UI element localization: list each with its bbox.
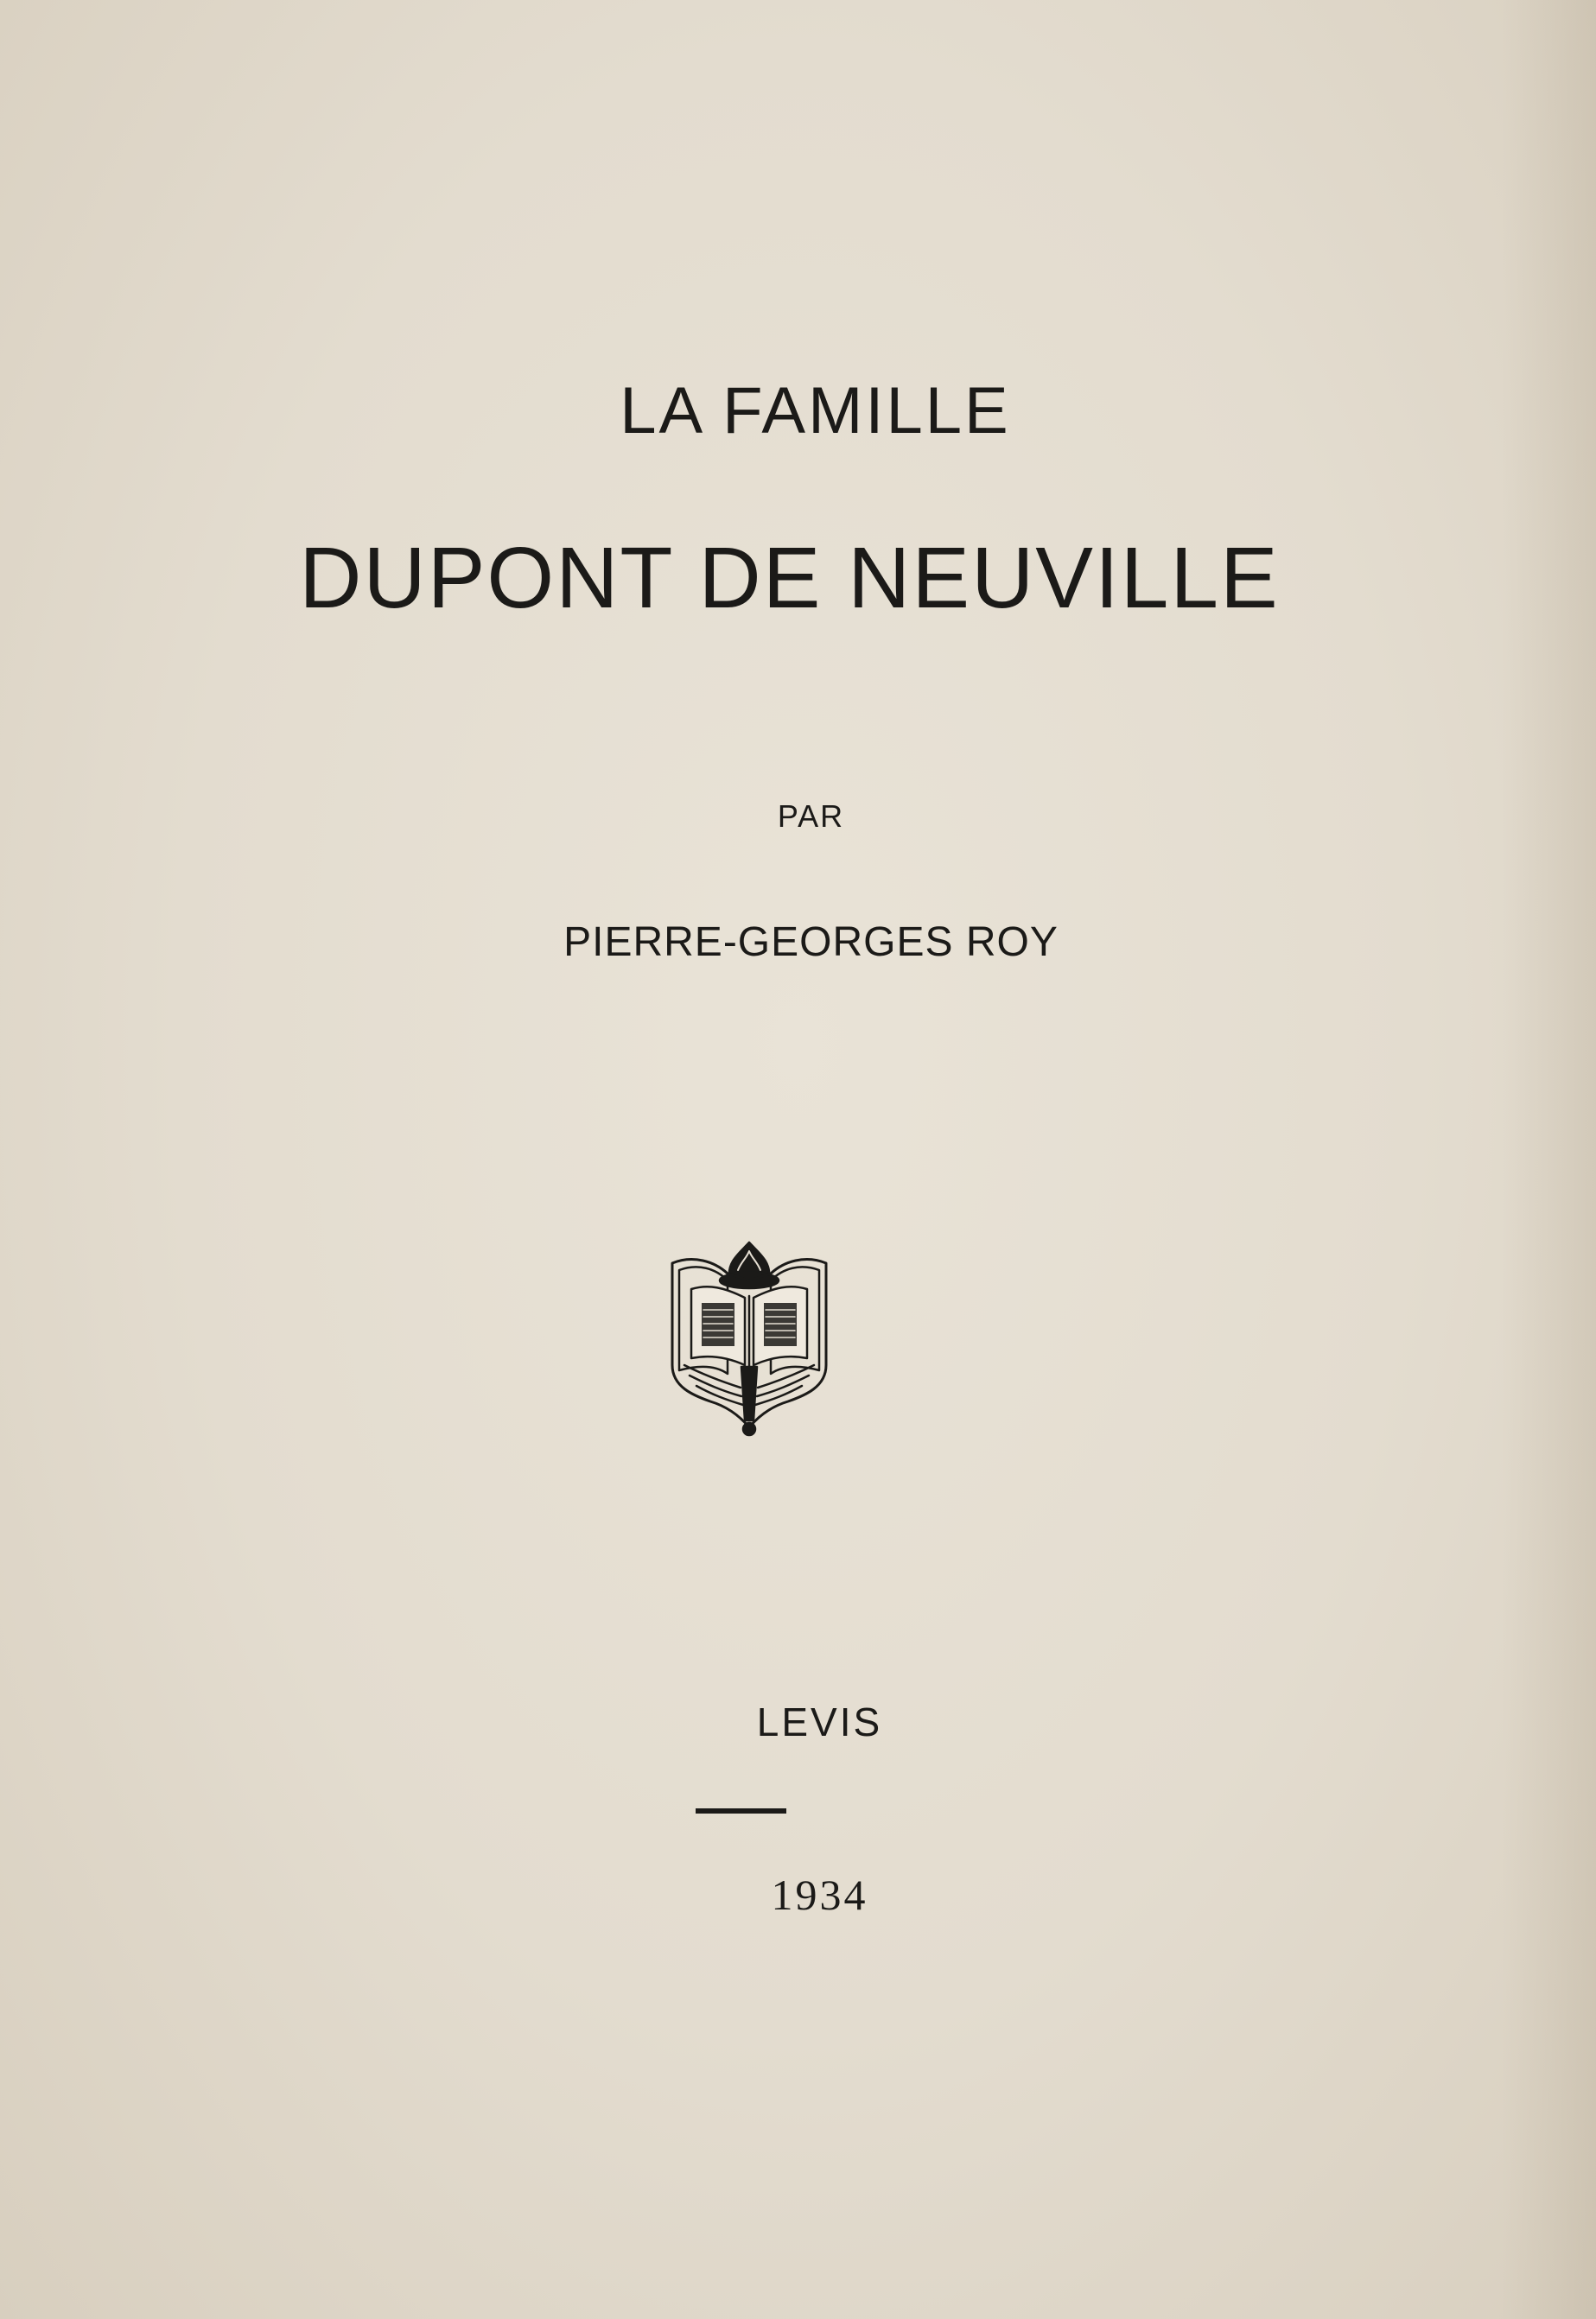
separator-rule xyxy=(696,1808,786,1814)
title-line-2: DUPONT DE NEUVILLE xyxy=(299,530,1280,626)
imprint-year: 1934 xyxy=(771,1871,868,1919)
page-edge-shadow xyxy=(1501,0,1596,2319)
title-line-1: LA FAMILLE xyxy=(620,374,1011,448)
imprint-place: LEVIS xyxy=(756,1700,883,1744)
open-book-torch-emblem-icon xyxy=(667,1236,831,1443)
author-name: PIERRE-GEORGES ROY xyxy=(563,919,1059,965)
byline-par: PAR xyxy=(777,798,845,834)
